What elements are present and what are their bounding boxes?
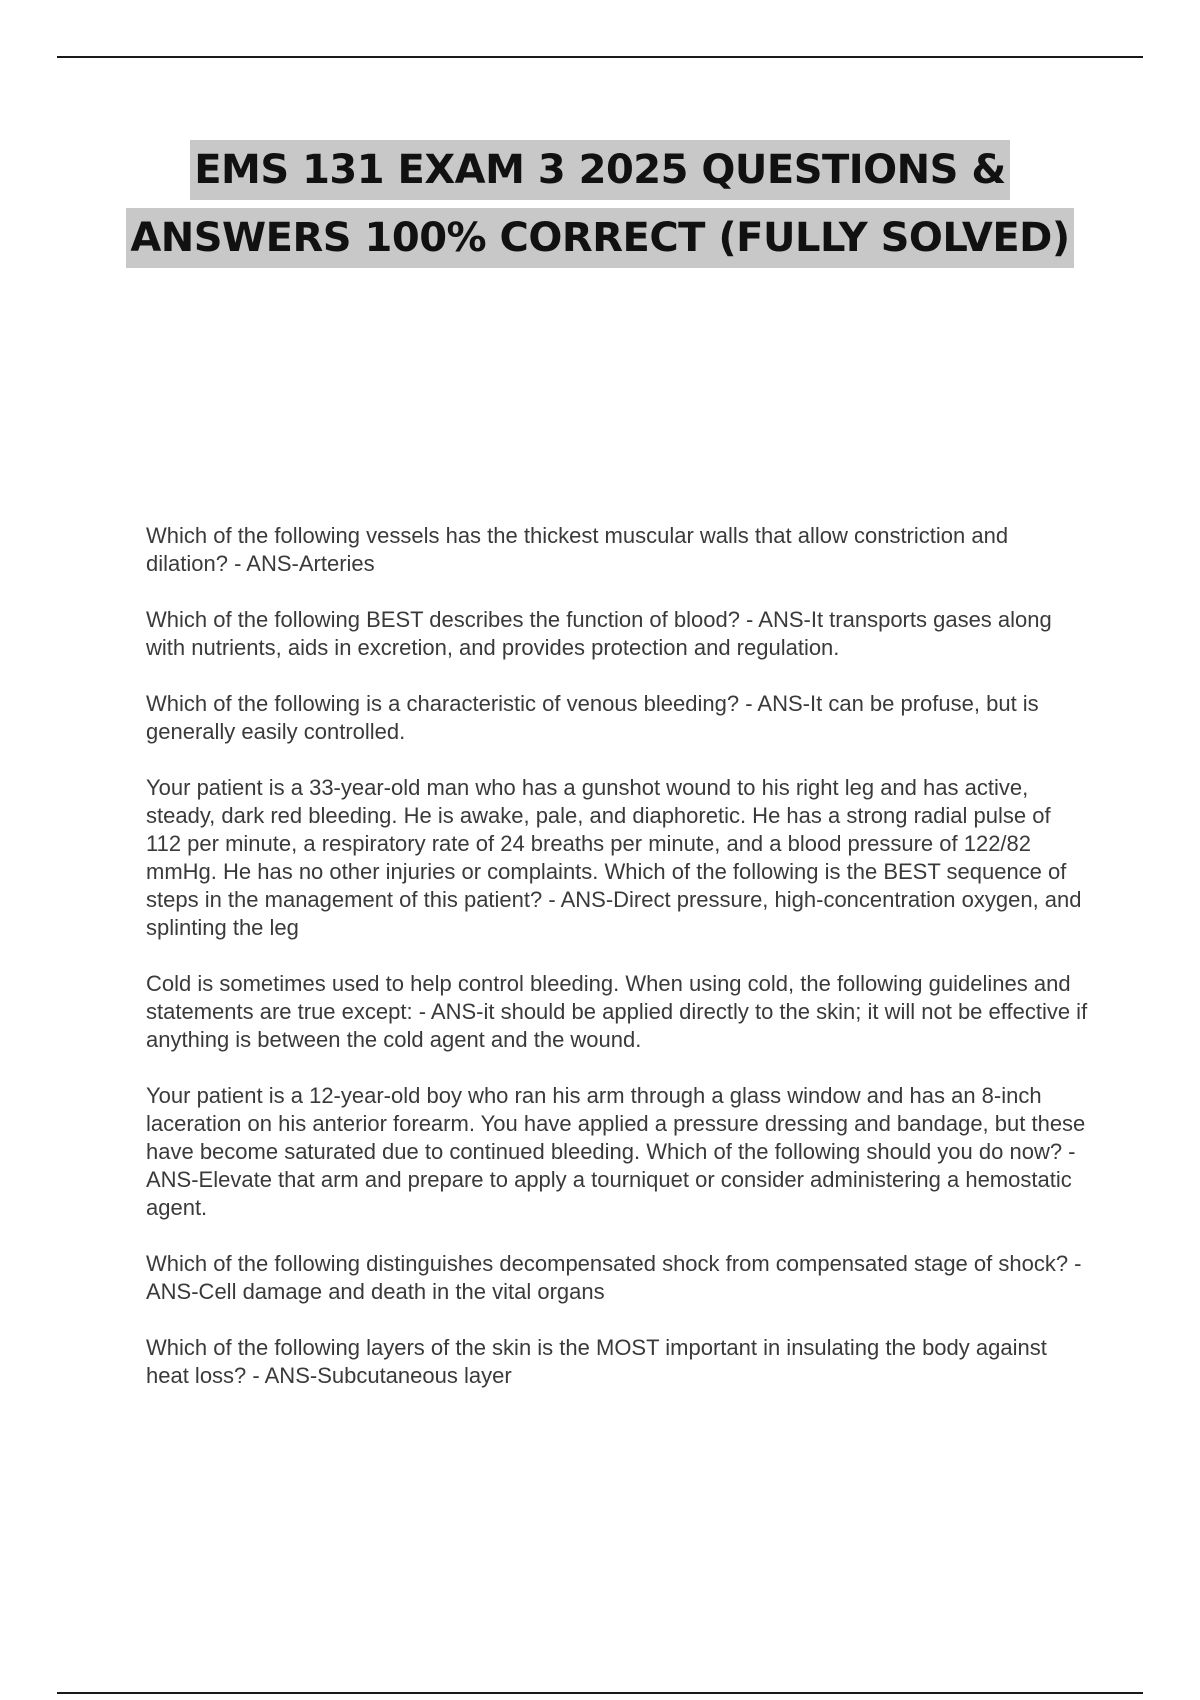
qa-list bbox=[146, 522, 1091, 1418]
qa-item: Your patient is a 33-year-old man who has a gunshot wound to his right leg and has active, steady, dark red bleeding. He is awake, pale, and diaphoretic. He has a strong radial pulse of 112 per minute, a respiratory rate of 24 breaths per minute, and a blood pressure of 122/82 mmHg. He has no other injuries or complaints. Which of the following is the BEST sequence of steps in the management of this patient? - ANS-Direct pressure, high-concentration oxygen, and splinting the leg bbox=[146, 775, 1082, 940]
bottom-rule bbox=[57, 1692, 1143, 1694]
qa-item: Which of the following layers of the skin is the MOST important in insulating the body against heat loss? - ANS-Subcutaneous layer bbox=[146, 1335, 1047, 1388]
title-line-1: EMS 131 EXAM 3 2025 QUESTIONS & bbox=[190, 140, 1010, 200]
qa-item: Which of the following distinguishes decompensated shock from compensated stage of shock? - ANS-Cell damage and death in the vital organs bbox=[146, 1251, 1082, 1304]
top-rule bbox=[57, 56, 1143, 58]
qa-item: Cold is sometimes used to help control bleeding. When using cold, the following guidelines and statements are true except: - ANS-it should be applied directly to the skin; it will not be effective if anything is between the cold agent and the wound. bbox=[146, 971, 1088, 1052]
qa-item: Which of the following is a characteristic of venous bleeding? - ANS-It can be profuse, but is generally easily controlled. bbox=[146, 691, 1039, 744]
qa-item: Which of the following BEST describes the function of blood? - ANS-It transports gases along with nutrients, aids in excretion, and provides protection and regulation. bbox=[146, 607, 1052, 660]
qa-item: Which of the following vessels has the thickest muscular walls that allow constriction and dilation? - ANS-Arteries bbox=[146, 523, 1009, 576]
title-line-2: ANSWERS 100% CORRECT (FULLY SOLVED) bbox=[126, 208, 1073, 268]
qa-item: Your patient is a 12-year-old boy who ran his arm through a glass window and has an 8-inch laceration on his anterior forearm. You have applied a pressure dressing and bandage, but these have become saturated due to continued bleeding. Which of the following should you do now? - ANS-Elevate that arm and prepare to apply a tourniquet or consider administering a hemostatic agent. bbox=[146, 1083, 1086, 1220]
document-title bbox=[0, 140, 1200, 276]
